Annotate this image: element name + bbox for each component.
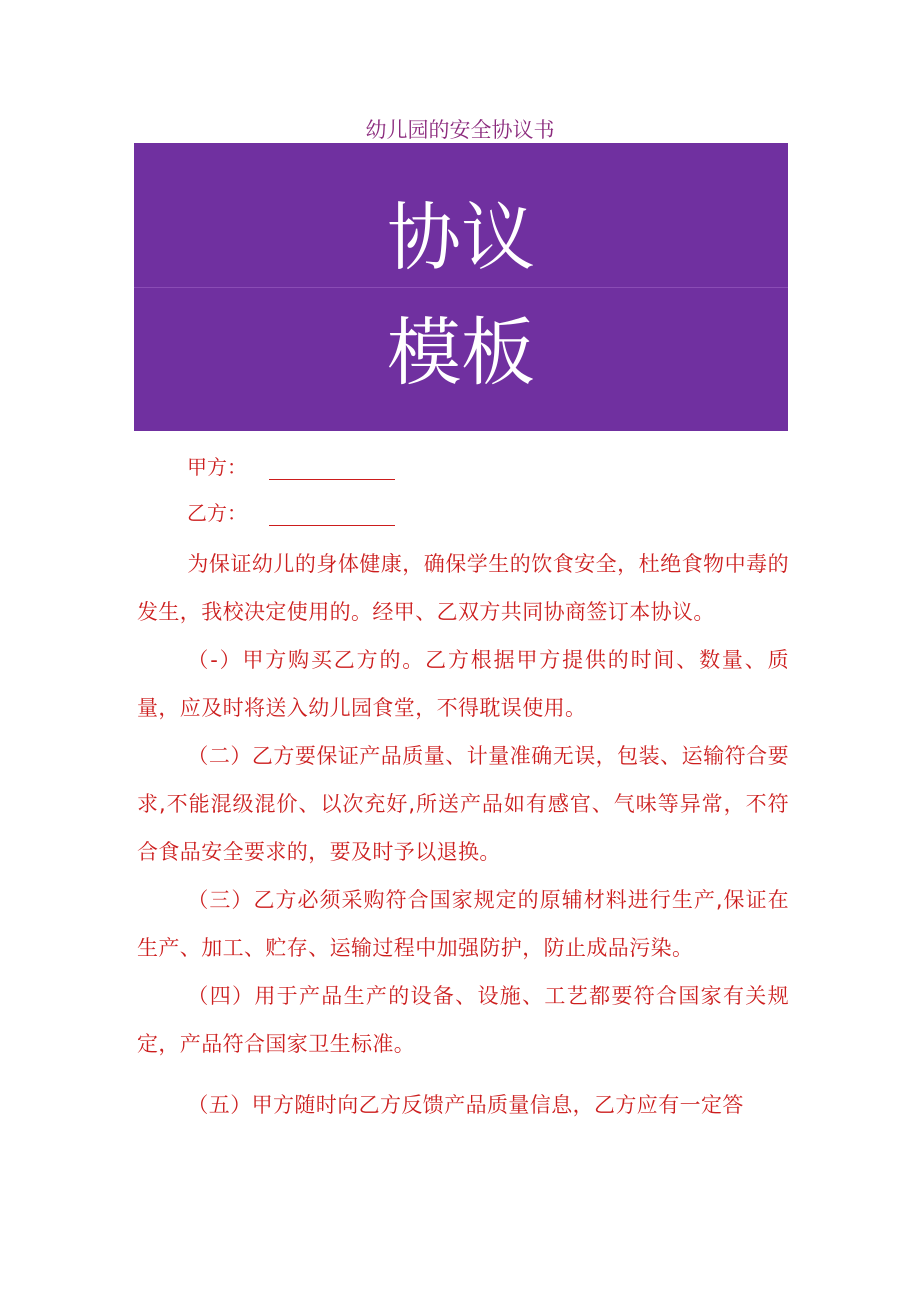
paragraph-clause-1: （-）甲方购买乙方的。乙方根据甲方提供的时间、数量、质量，应及时将送入幼儿园食堂，不得耽误使用。 [137,648,789,720]
banner-line-2: 模板 [387,310,535,396]
party-b-label: 乙方： [187,501,247,525]
paragraph-clause-4: （四）用于产品生产的设备、设施、工艺都要符合国家有关规定，产品符合国家卫生标准。 [137,984,789,1056]
agreement-body [137,540,789,1129]
paragraph-clause-3: （三）乙方必须采购符合国家规定的原辅材料进行生产,保证在生产、加工、贮存、运输过程中加强防护，防止成品污染。 [137,888,789,960]
party-b-blank [269,507,395,526]
party-a-label: 甲方： [187,455,247,479]
banner-divider [134,287,788,288]
document-title: 幼儿园的安全协议书 [365,118,555,142]
paragraph-clause-5: （五）甲方随时向乙方反馈产品质量信息，乙方应有一定答 [187,1093,744,1117]
party-a-field [187,451,395,480]
paragraph-intro: 为保证幼儿的身体健康，确保学生的饮食安全，杜绝食物中毒的发生，我校决定使用的。经甲、乙双方共同协商签订本协议。 [137,552,789,624]
paragraph-clause-2: （二）乙方要保证产品质量、计量准确无误，包装、运输符合要求,不能混级混价、以次充好,所送产品如有感官、气味等异常，不符合食品安全要求的，要及时予以退换。 [137,744,789,864]
party-b-field [187,497,395,526]
party-a-blank [269,461,395,480]
banner-line-1: 协议 [387,195,535,281]
